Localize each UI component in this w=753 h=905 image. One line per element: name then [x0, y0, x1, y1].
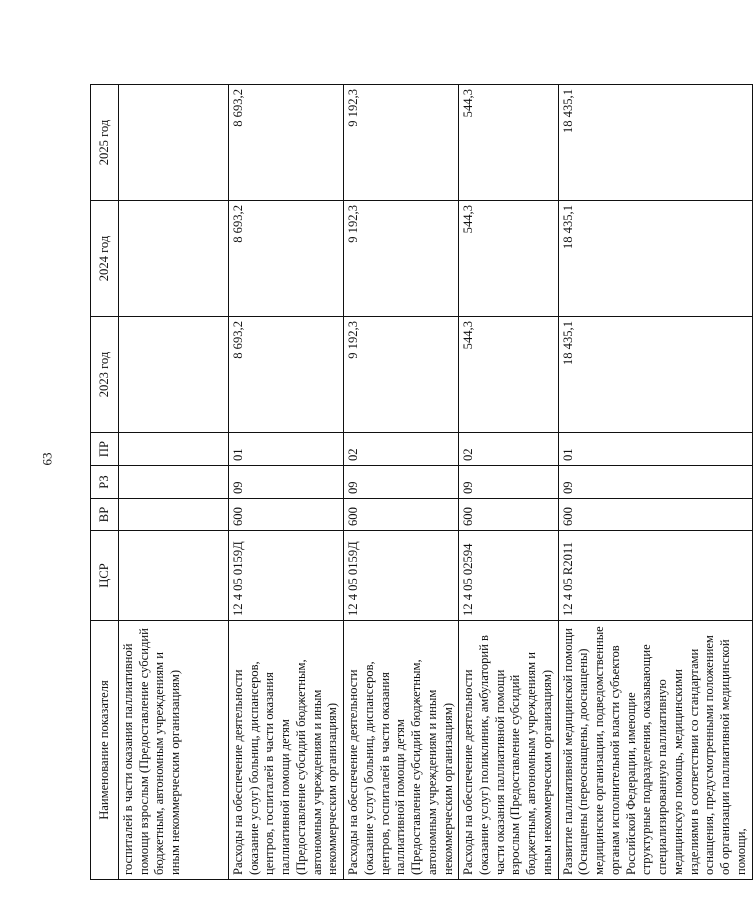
cell-2023: 18 435,1: [558, 317, 752, 433]
cell-csr: 12 4 05 R2011: [558, 531, 752, 621]
cell-2023: 8 693,2: [229, 317, 344, 433]
cell-vr: 600: [229, 499, 344, 531]
table-row: [459, 85, 558, 880]
cell-rz: [119, 466, 229, 499]
cell-2024: 9 192,3: [344, 201, 459, 317]
header-pr: ПР: [91, 433, 119, 466]
cell-2025: [119, 85, 229, 201]
cell-pr: 02: [459, 433, 558, 466]
cell-pr: 01: [558, 433, 752, 466]
cell-vr: 600: [459, 499, 558, 531]
cell-name: Расходы на обеспечение деятельности (оказание услуг) поликлиник, амбулаторий в части оказания паллиативной помощи взрослым (Предоставление субсидий бюджетным, автономным учреждениям и иным некоммерческим организациям): [459, 621, 558, 880]
cell-2024: 8 693,2: [229, 201, 344, 317]
cell-rz: 09: [344, 466, 459, 499]
cell-csr: [119, 531, 229, 621]
cell-name: Развитие паллиативной медицинской помощи (Оснащены (переоснащены, дооснащены) медицинские организации, подведомственные органам исполнительной власти субъектов Российской Федерации, имеющие структурные подразделения, оказывающие специализированную паллиативную медицинскую помощь, медицинскими изделиями в соответствии со стандартами оснащения, предусмотренными положением об организации паллиативной медицинской помощи,: [558, 621, 752, 880]
cell-2023: [119, 317, 229, 433]
header-2025: 2025 год: [91, 85, 119, 201]
cell-2023: 9 192,3: [344, 317, 459, 433]
cell-pr: [119, 433, 229, 466]
table-row: [344, 85, 459, 880]
header-2023: 2023 год: [91, 317, 119, 433]
cell-vr: 600: [558, 499, 752, 531]
cell-csr: 12 4 05 0159Д: [344, 531, 459, 621]
cell-2025: 18 435,1: [558, 85, 752, 201]
cell-csr: 12 4 05 02594: [459, 531, 558, 621]
table-row: [558, 85, 752, 880]
cell-rz: 09: [459, 466, 558, 499]
cell-2025: 544,3: [459, 85, 558, 201]
cell-2025: 8 693,2: [229, 85, 344, 201]
cell-2024: 544,3: [459, 201, 558, 317]
table-header-row: [91, 85, 119, 880]
cell-rz: 09: [229, 466, 344, 499]
cell-vr: [119, 499, 229, 531]
cell-name: Расходы на обеспечение деятельности (оказание услуг) больниц, диспансеров, центров, госпиталей в части оказания паллиативной помощи детям (Предоставление субсидий бюджетным, автономным учреждениям и иным некоммерческим организациям): [229, 621, 344, 880]
table-row: [119, 85, 229, 880]
budget-table: [90, 84, 753, 880]
cell-2024: 18 435,1: [558, 201, 752, 317]
cell-2025: 9 192,3: [344, 85, 459, 201]
cell-csr: 12 4 05 0159Д: [229, 531, 344, 621]
header-csr: ЦСР: [91, 531, 119, 621]
table-row: [229, 85, 344, 880]
cell-pr: 01: [229, 433, 344, 466]
cell-name: Расходы на обеспечение деятельности (оказание услуг) больниц, диспансеров, центров, госпиталей в части оказания паллиативной помощи детям (Предоставление субсидий бюджетным, автономным учреждениям и иным некоммерческим организациям): [344, 621, 459, 880]
rotated-page-content: [90, 85, 748, 880]
header-name: Наименование показателя: [91, 621, 119, 880]
cell-2024: [119, 201, 229, 317]
header-2024: 2024 год: [91, 201, 119, 317]
page-number: 63: [39, 452, 55, 466]
header-rz: РЗ: [91, 466, 119, 499]
cell-rz: 09: [558, 466, 752, 499]
header-vr: ВР: [91, 499, 119, 531]
cell-name: госпиталей в части оказания паллиативной помощи взрослым (Предоставление субсидий бюджетным, автономным учреждениям и иным некоммерческим организациям): [119, 621, 229, 880]
cell-2023: 544,3: [459, 317, 558, 433]
cell-vr: 600: [344, 499, 459, 531]
cell-pr: 02: [344, 433, 459, 466]
